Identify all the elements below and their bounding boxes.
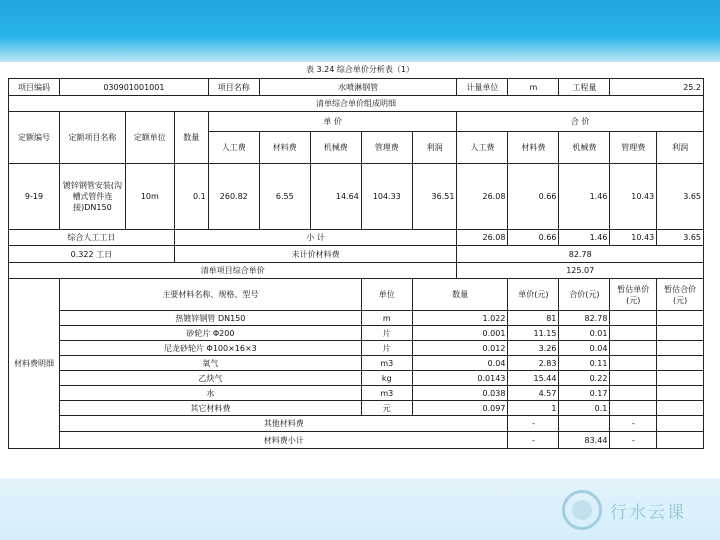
- col-material-price: 单价(元): [508, 279, 559, 311]
- detail-no: 9-19: [9, 164, 60, 230]
- other-material-label: 其他材料费: [60, 416, 508, 432]
- material-name: 其它材料费: [60, 401, 362, 416]
- col-u-labor: 人工费: [208, 132, 259, 164]
- header-band: [0, 0, 720, 62]
- section-title: 清单综合单价组成明细: [9, 96, 704, 112]
- material-subtotal-label: 材料费小计: [60, 432, 508, 449]
- other-material-row: [9, 416, 704, 432]
- material-price: 2.83: [508, 356, 559, 371]
- material-qty: 0.012: [412, 341, 508, 356]
- material-qty: 0.04: [412, 356, 508, 371]
- detail-t-profit: 3.65: [657, 164, 704, 230]
- detail-t-labor: 26.08: [457, 164, 508, 230]
- material-unit: 片: [361, 326, 412, 341]
- material-row: [9, 311, 704, 326]
- material-est-total: [657, 386, 704, 401]
- col-material-est-price: 暂估单价(元): [610, 279, 657, 311]
- detail-row: [9, 164, 704, 230]
- subtotal-label: 小 计: [174, 230, 457, 246]
- col-t-labor: 人工费: [457, 132, 508, 164]
- material-row: [9, 356, 704, 371]
- col-total-price: 合 价: [457, 112, 704, 132]
- material-price: 4.57: [508, 386, 559, 401]
- other-material-total: [559, 416, 610, 432]
- col-t-profit: 利润: [657, 132, 704, 164]
- material-qty: 1.022: [412, 311, 508, 326]
- unpriced-row: [9, 246, 704, 263]
- subtotal-profit: 3.65: [657, 230, 704, 246]
- material-est-total: [657, 371, 704, 386]
- material-name: 砂轮片 Φ200: [60, 326, 362, 341]
- workday-value: 0.322 工日: [9, 246, 175, 263]
- name-value: 水喷淋钢管: [259, 79, 457, 96]
- detail-item: 镀锌钢管安装(沟槽式管件连接)DN150: [60, 164, 126, 230]
- unit-price-analysis-table: [8, 78, 704, 449]
- material-name: 尼龙砂轮片 Φ100×16×3: [60, 341, 362, 356]
- material-est-total: [657, 326, 704, 341]
- material-subtotal-row: [9, 432, 704, 449]
- material-total: 82.78: [559, 311, 610, 326]
- other-material-price: -: [508, 416, 559, 432]
- col-u-mgmt: 管理费: [361, 132, 412, 164]
- subtotal-material: 0.66: [508, 230, 559, 246]
- detail-u-profit: 36.51: [412, 164, 457, 230]
- material-row: [9, 401, 704, 416]
- table-caption: 表 3.24 综合单价分析表（1）: [306, 65, 414, 74]
- material-total: 0.17: [559, 386, 610, 401]
- qty-value: 25.2: [610, 79, 704, 96]
- material-row: [9, 326, 704, 341]
- col-material-unit: 单位: [361, 279, 412, 311]
- material-est-price: [610, 401, 657, 416]
- code-label: 项目编码: [9, 79, 60, 96]
- material-est-price: [610, 326, 657, 341]
- subtotal-machine: 1.46: [559, 230, 610, 246]
- material-unit: kg: [361, 371, 412, 386]
- section-title-row: [9, 96, 704, 112]
- material-subtotal-value: 83.44: [559, 432, 610, 449]
- material-subtotal-est-total: [657, 432, 704, 449]
- material-row: [9, 386, 704, 401]
- material-qty: 0.001: [412, 326, 508, 341]
- detail-u-labor: 260.82: [208, 164, 259, 230]
- material-est-price: [610, 386, 657, 401]
- material-est-total: [657, 341, 704, 356]
- col-material-name: 主要材料名称、规格、型号: [60, 279, 362, 311]
- col-quota-item: 定额项目名称: [60, 112, 126, 164]
- col-t-mgmt: 管理费: [610, 132, 657, 164]
- other-material-est-price: -: [610, 416, 657, 432]
- unpriced-value: 82.78: [457, 246, 704, 263]
- unit-value: m: [508, 79, 559, 96]
- material-est-price: [610, 371, 657, 386]
- detail-unit: 10m: [125, 164, 174, 230]
- detail-t-material: 0.66: [508, 164, 559, 230]
- detail-u-machine: 14.64: [310, 164, 361, 230]
- material-total: 0.04: [559, 341, 610, 356]
- material-name: 氧气: [60, 356, 362, 371]
- material-side-label: 材料费明细: [9, 279, 60, 449]
- col-t-material: 材料费: [508, 132, 559, 164]
- unpriced-label: 未计价材料费: [174, 246, 457, 263]
- material-unit: m3: [361, 386, 412, 401]
- detail-u-mgmt: 104.33: [361, 164, 412, 230]
- subtotal-labor: 26.08: [457, 230, 508, 246]
- composite-label: 清单项目综合单价: [9, 263, 457, 279]
- name-label: 项目名称: [208, 79, 259, 96]
- material-total: 0.1: [559, 401, 610, 416]
- material-unit: m3: [361, 356, 412, 371]
- material-unit: 片: [361, 341, 412, 356]
- material-row: [9, 371, 704, 386]
- detail-t-machine: 1.46: [559, 164, 610, 230]
- brand-text: 行水云课: [610, 503, 686, 523]
- other-material-est-total: [657, 416, 704, 432]
- detail-qty: 0.1: [174, 164, 208, 230]
- subtotal-mgmt: 10.43: [610, 230, 657, 246]
- col-material-qty: 数量: [412, 279, 508, 311]
- material-est-price: [610, 341, 657, 356]
- header-row: [9, 79, 704, 96]
- material-price: 1: [508, 401, 559, 416]
- col-u-machine: 机械费: [310, 132, 361, 164]
- material-est-total: [657, 356, 704, 371]
- material-qty: 0.0143: [412, 371, 508, 386]
- material-header-row: [9, 279, 704, 311]
- material-subtotal-price: -: [508, 432, 559, 449]
- material-est-price: [610, 356, 657, 371]
- detail-t-mgmt: 10.43: [610, 164, 657, 230]
- material-qty: 0.038: [412, 386, 508, 401]
- col-t-machine: 机械费: [559, 132, 610, 164]
- workday-label: 综合人工工日: [9, 230, 175, 246]
- col-quota-no: 定额编号: [9, 112, 60, 164]
- col-quantity: 数量: [174, 112, 208, 164]
- material-name: 热镀锌钢管 DN150: [60, 311, 362, 326]
- col-unit-price: 单 价: [208, 112, 457, 132]
- material-total: 0.22: [559, 371, 610, 386]
- material-price: 81: [508, 311, 559, 326]
- material-name: 乙炔气: [60, 371, 362, 386]
- material-total: 0.11: [559, 356, 610, 371]
- col-u-profit: 利润: [412, 132, 457, 164]
- material-row: [9, 341, 704, 356]
- material-price: 15.44: [508, 371, 559, 386]
- material-unit: m: [361, 311, 412, 326]
- material-est-total: [657, 311, 704, 326]
- logo-dot-icon: [572, 500, 592, 520]
- material-unit: 元: [361, 401, 412, 416]
- col-quota-unit: 定额单位: [125, 112, 174, 164]
- code-value: 030901001001: [60, 79, 209, 96]
- brand-logo: [562, 490, 720, 538]
- subtotal-row: [9, 230, 704, 246]
- material-price: 11.15: [508, 326, 559, 341]
- composite-row: [9, 263, 704, 279]
- col-material-est-total: 暂估合价(元): [657, 279, 704, 311]
- col-material-total: 合价(元): [559, 279, 610, 311]
- detail-u-material: 6.55: [259, 164, 310, 230]
- material-qty: 0.097: [412, 401, 508, 416]
- material-total: 0.01: [559, 326, 610, 341]
- material-subtotal-est-price: -: [610, 432, 657, 449]
- composite-value: 125.07: [457, 263, 704, 279]
- material-est-price: [610, 311, 657, 326]
- column-header-row-1: [9, 112, 704, 132]
- material-price: 3.26: [508, 341, 559, 356]
- material-est-total: [657, 401, 704, 416]
- qty-label: 工程量: [559, 79, 610, 96]
- unit-label: 计量单位: [457, 79, 508, 96]
- material-name: 水: [60, 386, 362, 401]
- col-u-material: 材料费: [259, 132, 310, 164]
